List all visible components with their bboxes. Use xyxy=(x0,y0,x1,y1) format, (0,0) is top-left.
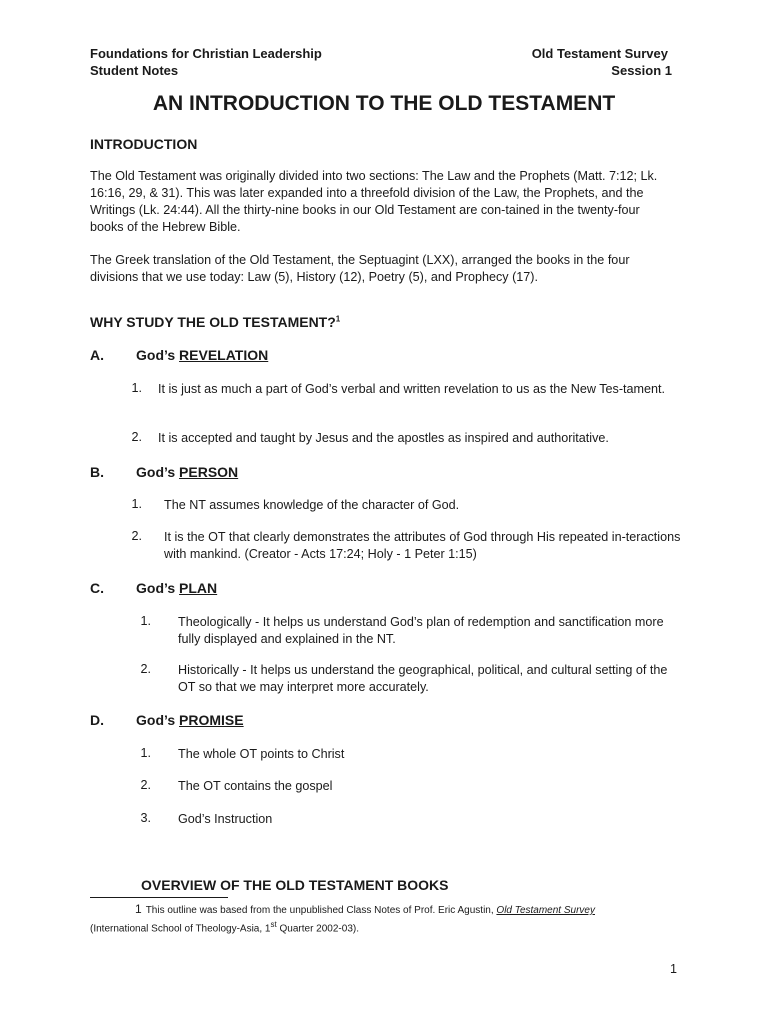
section-d-title xyxy=(136,712,244,728)
section-d-letter: D. xyxy=(90,712,104,728)
section-d-keyword: PROMISE xyxy=(179,712,244,728)
section-d-item-1-number: 1. xyxy=(140,746,151,760)
section-a-prefix: God’s xyxy=(136,347,180,363)
footnote-line2-start: (International School of Theology-Asia, 1 xyxy=(90,923,271,935)
footnote xyxy=(90,902,690,936)
section-b-item-2-text: It is the OT that clearly demonstrates the attributes of God through His repeated in-teractions with mankind. (Creator - Acts 17:24; Holy - 1 Peter 1:15) xyxy=(164,530,681,561)
section-a-item-1-number: 1. xyxy=(131,381,142,395)
section-d-item-2-text: The OT contains the gospel xyxy=(178,779,333,793)
footnote-line2-end: Quarter 2002-03). xyxy=(276,923,359,935)
section-b-letter: B. xyxy=(90,464,104,480)
section-b-prefix: God’s xyxy=(136,464,180,480)
header-left-line1: Foundations for Christian Leadership xyxy=(90,46,322,61)
header-right-line1: Old Testament Survey xyxy=(531,46,668,61)
section-b-item-1-number: 1. xyxy=(131,497,142,511)
header-right-line2: Session 1 xyxy=(611,63,672,78)
why-study-heading xyxy=(90,314,340,330)
section-d-prefix: God’s xyxy=(136,712,180,728)
section-a-keyword: REVELATION xyxy=(179,347,269,363)
section-c-title xyxy=(136,580,217,596)
section-c-prefix: God’s xyxy=(136,580,180,596)
why-study-heading-text: WHY STUDY THE OLD TESTAMENT? xyxy=(90,314,336,330)
page-number: 1 xyxy=(670,962,678,976)
section-b-title xyxy=(136,464,238,480)
section-c-item-1-text: Theologically - It helps us understand God’s plan of redemption and sanctification more fully displayed and explained in the NT. xyxy=(178,615,664,646)
section-a-item-2-number: 2. xyxy=(131,430,142,444)
section-d-item-3-number: 3. xyxy=(140,811,151,825)
section-d-item-3-text: God’s Instruction xyxy=(178,812,273,826)
section-c-keyword: PLAN xyxy=(179,580,218,596)
section-c-item-2-text: Historically - It helps us understand the geographical, political, and cultural setting of the OT so that we may interpret more accurately. xyxy=(178,663,668,694)
overview-heading: OVERVIEW OF THE OLD TESTAMENT BOOKS xyxy=(141,877,449,893)
introduction-heading: INTRODUCTION xyxy=(90,136,198,152)
section-c-item-2-number: 2. xyxy=(140,662,151,676)
footnote-marker: 1 xyxy=(335,314,341,324)
footnote-separator xyxy=(90,897,228,898)
footnote-text: This outline was based from the unpublished Class Notes of Prof. Eric Agustin, xyxy=(145,905,497,916)
footnote-number: 1 xyxy=(135,902,142,916)
section-b-keyword: PERSON xyxy=(179,464,239,480)
introduction-paragraph-1: The Old Testament was originally divided into two sections: The Law and the Prophets (Matt. 7:12; Lk. 16:16, 29, & 31). This was later expanded into a threefold division of the Law, the Prophets, and the Writings (Lk. 24:44). All the thirty-nine books in our Old Testament are con-tained in the twenty-four books of the Hebrew Bible. xyxy=(90,169,658,234)
page-title: AN INTRODUCTION TO THE OLD TESTAMENT xyxy=(152,92,616,115)
footnote-title: Old Testament Survey xyxy=(496,905,595,916)
footnote-line2-sup: st xyxy=(270,920,277,929)
section-a-letter: A. xyxy=(90,347,104,363)
section-d-item-2-number: 2. xyxy=(140,778,151,792)
section-a-item-2-text: It is accepted and taught by Jesus and the apostles as inspired and authoritative. xyxy=(158,431,609,445)
section-a-item-1-text: It is just as much a part of God’s verbal and written revelation to us as the New Tes-tament. xyxy=(158,382,666,396)
section-a-title xyxy=(136,347,268,363)
section-b-item-2-number: 2. xyxy=(131,529,142,543)
header-left-line2: Student Notes xyxy=(90,63,179,78)
section-d-item-1-text: The whole OT points to Christ xyxy=(178,747,345,761)
introduction-paragraph-2: The Greek translation of the Old Testament, the Septuagint (LXX), arranged the books in the four divisions that we use today: Law (5), History (12), Poetry (5), and Prophecy (17). xyxy=(90,253,630,284)
section-b-item-1-text: The NT assumes knowledge of the character of God. xyxy=(164,498,460,512)
section-c-letter: C. xyxy=(90,580,104,596)
section-c-item-1-number: 1. xyxy=(140,614,151,628)
